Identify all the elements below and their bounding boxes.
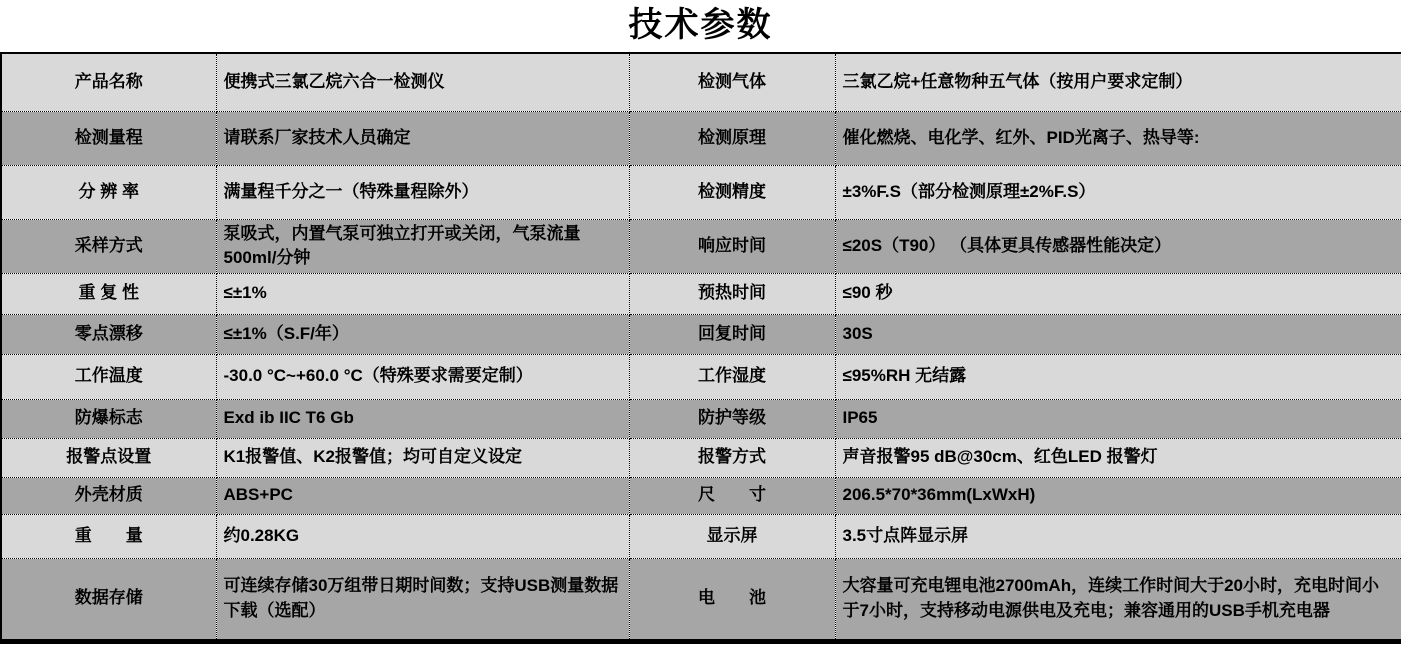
- table-row: [1, 477, 1401, 514]
- table-row: [1, 273, 1401, 314]
- param-label: 响应时间: [629, 219, 835, 273]
- param-label: 防爆标志: [1, 399, 216, 438]
- param-value: ≤95%RH 无结露: [835, 354, 1401, 399]
- table-row: [1, 165, 1401, 219]
- table-row: [1, 438, 1401, 477]
- param-label: 防护等级: [629, 399, 835, 438]
- param-label: 报警点设置: [1, 438, 216, 477]
- param-value: ≤±1%: [216, 273, 629, 314]
- param-value: ≤20S（T90） （具体更具传感器性能决定）: [835, 219, 1401, 273]
- param-value: ±3%F.S（部分检测原理±2%F.S）: [835, 165, 1401, 219]
- param-value: Exd ib IIC T6 Gb: [216, 399, 629, 438]
- param-value: ABS+PC: [216, 477, 629, 514]
- param-label: 重 复 性: [1, 273, 216, 314]
- param-label: 预热时间: [629, 273, 835, 314]
- param-label: 采样方式: [1, 219, 216, 273]
- table-row: [1, 558, 1401, 641]
- param-label: 零点漂移: [1, 314, 216, 354]
- param-value: 满量程千分之一（特殊量程除外）: [216, 165, 629, 219]
- table-row: [1, 514, 1401, 558]
- param-label: 重 量: [1, 514, 216, 558]
- param-label: 工作温度: [1, 354, 216, 399]
- param-value: 30S: [835, 314, 1401, 354]
- param-value: 三氯乙烷+任意物种五气体（按用户要求定制）: [835, 53, 1401, 111]
- table-row: [1, 111, 1401, 165]
- page-title: 技术参数: [628, 6, 773, 44]
- param-label: 工作湿度: [629, 354, 835, 399]
- param-value: K1报警值、K2报警值；均可自定义设定: [216, 438, 629, 477]
- param-value: -30.0 °C~+60.0 °C（特殊要求需要定制）: [216, 354, 629, 399]
- table-row: [1, 354, 1401, 399]
- param-value: IP65: [835, 399, 1401, 438]
- param-label: 尺 寸: [629, 477, 835, 514]
- param-value: 声音报警95 dB@30cm、红色LED 报警灯: [835, 438, 1401, 477]
- param-label: 检测原理: [629, 111, 835, 165]
- param-value: 催化燃烧、电化学、红外、PID光离子、热导等:: [835, 111, 1401, 165]
- param-label: 检测气体: [629, 53, 835, 111]
- param-value: 便携式三氯乙烷六合一检测仪: [216, 53, 629, 111]
- param-value: 206.5*70*36mm(LxWxH): [835, 477, 1401, 514]
- param-value: 请联系厂家技术人员确定: [216, 111, 629, 165]
- param-label: 外壳材质: [1, 477, 216, 514]
- param-value: 可连续存储30万组带日期时间数；支持USB测量数据下载（选配）: [216, 558, 629, 641]
- table-row: [1, 53, 1401, 111]
- table-row: [1, 399, 1401, 438]
- param-label: 检测量程: [1, 111, 216, 165]
- param-value: 3.5寸点阵显示屏: [835, 514, 1401, 558]
- param-label: 显示屏: [629, 514, 835, 558]
- param-value: 泵吸式，内置气泵可独立打开或关闭，气泵流量500ml/分钟: [216, 219, 629, 273]
- param-label: 产品名称: [1, 53, 216, 111]
- param-label: 数据存储: [1, 558, 216, 641]
- table-row: [1, 314, 1401, 354]
- param-value: 大容量可充电锂电池2700mAh，连续工作时间大于20小时，充电时间小于7小时，支持移动电源供电及充电；兼容通用的USB手机充电器: [835, 558, 1401, 641]
- param-label: 电 池: [629, 558, 835, 641]
- spec-table: [0, 52, 1401, 644]
- param-label: 检测精度: [629, 165, 835, 219]
- param-label: 回复时间: [629, 314, 835, 354]
- param-value: 约0.28KG: [216, 514, 629, 558]
- param-label: 报警方式: [629, 438, 835, 477]
- param-label: 分 辨 率: [1, 165, 216, 219]
- param-value: ≤±1%（S.F/年）: [216, 314, 629, 354]
- table-row: [1, 219, 1401, 273]
- param-value: ≤90 秒: [835, 273, 1401, 314]
